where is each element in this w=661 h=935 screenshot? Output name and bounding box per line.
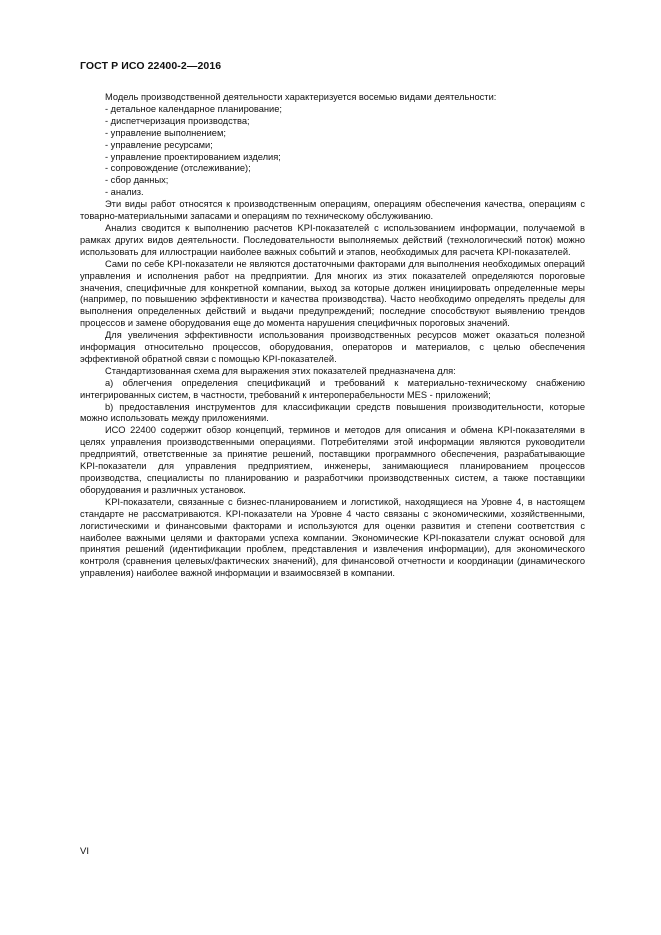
page-number: VI <box>80 846 89 857</box>
list-item: - анализ. <box>105 187 144 198</box>
paragraph: b) предоставления инструментов для классификации средств повышения производительности, которые можно использовать между приложениями. <box>80 401 585 424</box>
list-item: - детальное календарное планирование; <box>105 103 282 114</box>
paragraph: Эти виды работ относятся к производственным операциям, операциям обеспечения качества, операциям с товарно-материальными запасами и операциям по техническому обслуживанию. <box>80 199 585 222</box>
page-body <box>80 92 585 580</box>
list-item: - сбор данных; <box>105 175 169 186</box>
activities-list <box>80 104 585 199</box>
paragraph: а) облегчения определения спецификаций и требований к материально-техническому снабжению интегрированных систем, в частности, требований к интероперабельности MES - приложений; <box>80 377 585 400</box>
list-item: - управление ресурсами; <box>105 139 213 150</box>
document-header: ГОСТ Р ИСО 22400-2—2016 <box>80 60 222 72</box>
paragraph: KPI-показатели, связанные с бизнес-планированием и логистикой, находящиеся на Уровне 4, в настоящем стандарте не рассматриваются. KPI-показатели на Уровне 4 часто связаны с экономическими, хозяйственными, логистическими и финансовыми факторами и используются для оценки развития и степени соответствия с наиболее важными целями и факторами успеха компании. Экономические KPI-показатели служат основой для принятия решений (идентификации проблем, представления и извлечения информации), для экономического контроля (сравнения целевых/фактических значений), для финансовой отчетности и координации (динамического управления) наиболее важной информации и взаимосвязей в компании. <box>80 496 585 579</box>
list-item: - управление выполнением; <box>105 127 226 138</box>
list-item: - диспетчеризация производства; <box>105 115 250 126</box>
paragraph: Анализ сводится к выполнению расчетов KPI-показателей с использованием информации, получаемой в рамках других видов деятельности. Последовательности выполняемых действий (технологический поток) можно использовать для иллюстрации наиболее важных событий и этапов, необходимых для расчета KPI-показателей. <box>80 222 585 257</box>
intro-paragraph: Модель производственной деятельности характеризуется восемью видами деятельности: <box>105 92 497 102</box>
list-item: - сопровождение (отслеживание); <box>105 163 251 174</box>
paragraph: Стандартизованная схема для выражения этих показателей предназначена для: <box>105 365 456 376</box>
paragraph: Для увеличения эффективности использования производственных ресурсов может оказаться полезной информация относительно процессов, оборудования, операторов и материалов, с целью обеспечения эффективной обратной связи с помощью KPI-показателей. <box>80 330 585 364</box>
paragraph: Сами по себе KPI-показатели не являются достаточными факторами для выполнения необходимых операций управления и исполнения работ на предприятии. Для многих из этих показателей определяются пороговые значения, специфичные для конкретной компании, выход за которые должен инициировать определенные меры (например, по повышению эффективности и качества производства). Часто необходимо определять пределы для выполнения определенных действий и выдачи предупреждений; последние способствуют выявлению трендов процессов и замене оборудования еще до момента нарушения специфичных пороговых значений. <box>80 258 585 329</box>
list-item: - управление проектированием изделия; <box>105 151 281 162</box>
paragraph: ИСО 22400 содержит обзор концепций, терминов и методов для описания и обмена KPI-показателями в целях управления производственными операциями. Потребителями этой информации являются руководители предприятий, ответственные за принятие решений, поставщики программного обеспечения, разрабатывающие KPI-показатели для управления предприятием, инженеры, занимающиеся планированием процессов производства, специалисты по планированию и разработчики производственных систем, а также поставщики оборудования и различных установок. <box>80 425 585 495</box>
